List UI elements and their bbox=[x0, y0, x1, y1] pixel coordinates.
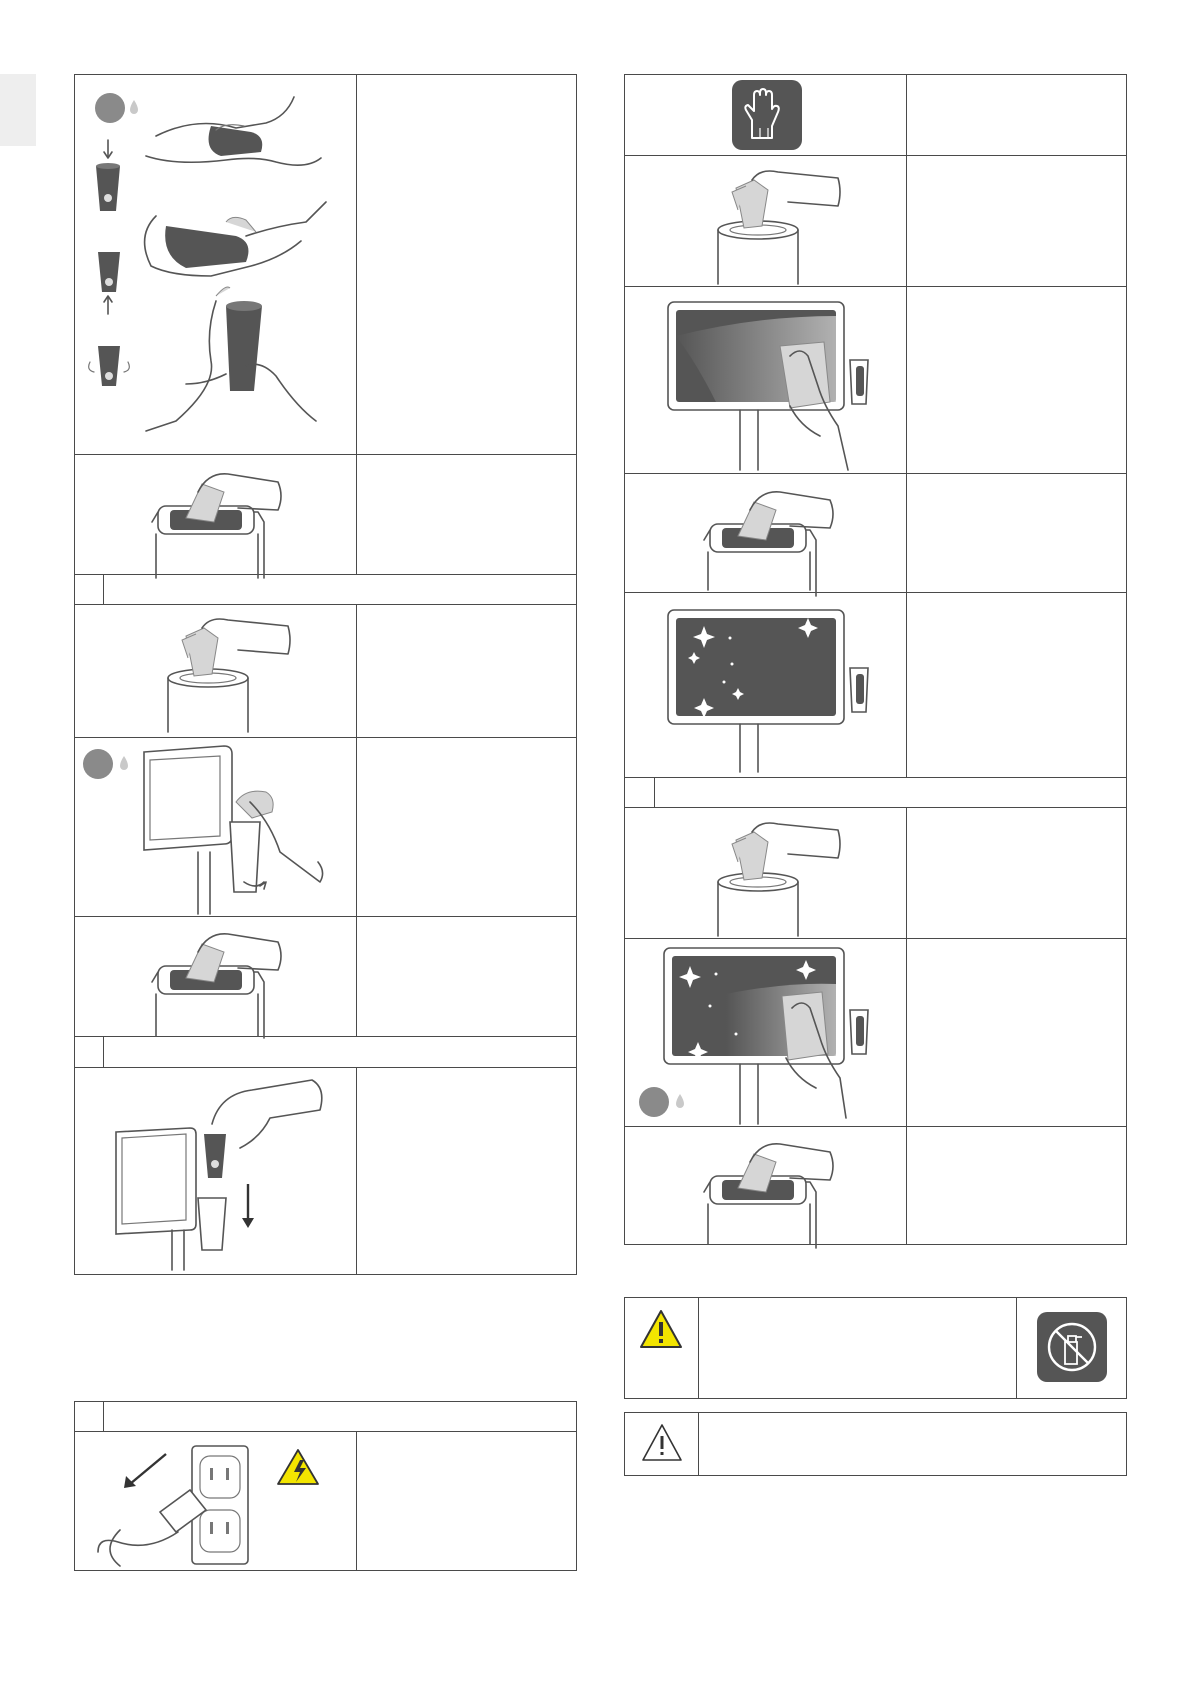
gloves-icon bbox=[732, 80, 802, 150]
step-take-wipe-illustration-3 bbox=[708, 812, 848, 936]
section-header-2 bbox=[103, 1036, 577, 1067]
section-header-4 bbox=[654, 777, 1127, 807]
step-dispose-wipe-illustration-3 bbox=[700, 478, 860, 590]
step-number-circle bbox=[639, 1087, 669, 1117]
step-dispose-wipe-illustration-4 bbox=[700, 1130, 860, 1244]
step-number-circle bbox=[83, 749, 113, 779]
section-header-1 bbox=[103, 574, 577, 604]
step-wipe-screen-illustration-2 bbox=[636, 944, 900, 1124]
step-remove-cup-cover-illustration bbox=[86, 86, 346, 436]
step-wipe-holder-illustration bbox=[80, 742, 350, 914]
droplet-icon bbox=[130, 100, 138, 114]
step-unplug-illustration bbox=[100, 1440, 350, 1566]
warning-triangle-icon bbox=[638, 1308, 684, 1350]
droplet-icon bbox=[676, 1094, 684, 1108]
caution-box bbox=[624, 1412, 1127, 1476]
step-clean-screen-illustration bbox=[660, 604, 900, 772]
step-take-wipe-illustration-2 bbox=[708, 160, 848, 284]
step-take-wipe-illustration-1 bbox=[158, 608, 298, 732]
step-insert-cup-illustration bbox=[112, 1074, 352, 1270]
step-number-circle bbox=[95, 93, 125, 123]
section-header-3 bbox=[103, 1401, 577, 1431]
step-dispose-wipe-illustration-1 bbox=[148, 460, 308, 570]
step-dispose-wipe-illustration-2 bbox=[148, 920, 308, 1036]
step-wipe-screen-illustration-1 bbox=[660, 296, 900, 470]
droplet-icon bbox=[120, 756, 128, 770]
no-spray-bottle-icon bbox=[1037, 1312, 1107, 1382]
caution-triangle-icon bbox=[640, 1422, 684, 1464]
side-tab bbox=[0, 74, 36, 146]
